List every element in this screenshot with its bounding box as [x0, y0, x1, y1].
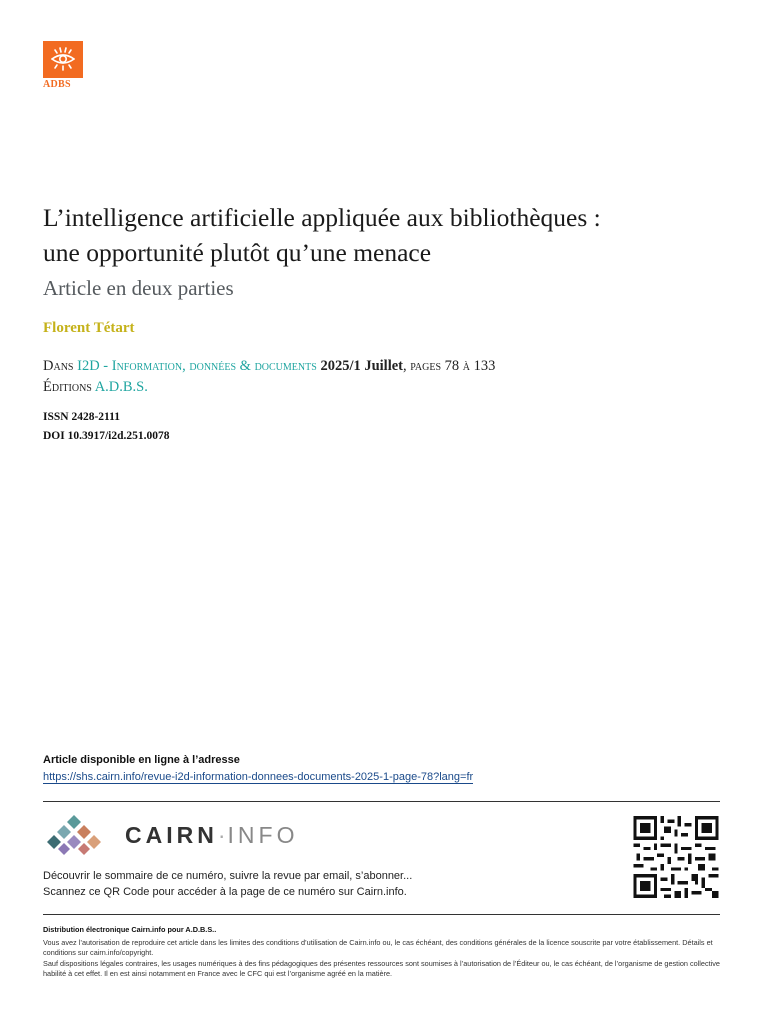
cairn-wordmark-b: INFO — [227, 821, 299, 848]
article-title-line2: une opportunité plutôt qu’une menace — [43, 238, 432, 267]
publisher-name: ADBS — [43, 79, 71, 90]
cairn-wordmark-dot: · — [217, 821, 228, 848]
article-subtitle: Article en deux parties — [43, 276, 234, 300]
promo-line2: Scannez ce QR Code pour accéder à la page de ce numéro sur Cairn.info. — [43, 886, 407, 898]
qr-code[interactable] — [633, 816, 719, 898]
editions-link[interactable]: A.D.B.S. — [94, 379, 148, 395]
availability-label: Article disponible en ligne à l’adresse — [43, 754, 240, 766]
distribution-head: Distribution électronique Cairn.info pour A.D.B.S.. — [43, 925, 217, 934]
publication-line-editions — [43, 377, 495, 398]
cairn-wordmark-a: CAIRN — [125, 821, 218, 848]
cairn-logo[interactable] — [43, 812, 298, 858]
article-url-link[interactable]: https://shs.cairn.info/revue-i2d-information-donnees-documents-2025-1-page-78?lang=fr — [43, 771, 474, 783]
publisher-logo — [43, 41, 83, 90]
promo-line1: Découvrir le sommaire de ce numéro, suivre la revue par email, s’abonner... — [43, 870, 413, 882]
distribution-notice — [43, 925, 723, 980]
article-title — [43, 200, 733, 270]
divider-top — [43, 801, 720, 802]
cairn-diamonds-icon — [43, 813, 109, 857]
author-link[interactable]: Florent Tétart — [43, 320, 135, 336]
doi: DOI 10.3917/i2d.251.0078 — [43, 430, 170, 442]
issn: ISSN 2428-2111 — [43, 411, 121, 423]
cairn-wordmark — [125, 822, 298, 849]
dans-label: Dans — [43, 358, 74, 374]
article-title-line1: L’intelligence artificielle appliquée aux bibliothèques : — [43, 203, 601, 232]
distribution-para1: Vous avez l’autorisation de reproduire cet article dans les limites des conditions d’utilisation de Cairn.info ou, le cas échéant, des conditions générales de la licence souscrite par votre établissement. Détails et conditions sur cairn.info/copyright. — [43, 937, 713, 957]
adbs-emblem-icon — [43, 41, 83, 78]
publication-info — [43, 356, 495, 398]
divider-bottom — [43, 914, 720, 915]
editions-label: Éditions — [43, 379, 92, 395]
identifiers — [43, 408, 170, 446]
distribution-para2: Sauf dispositions légales contraires, les usages numériques à des fins pédagogiques des présentes ressources sont soumises à l’autorisation de l’Éditeur ou, le cas échéant, de l’organisme de gestion collective habilité à cet effet. Il en est ainsi notamment en France avec le CFC qui est l’organisme agréé en la matière. — [43, 958, 720, 978]
pages-label: , pages 78 à 133 — [403, 358, 496, 374]
journal-link[interactable]: I2D - Information, données & documents — [77, 358, 317, 374]
issue-label: 2025/1 Juillet — [320, 358, 404, 374]
cairn-promo — [43, 868, 412, 900]
publication-line-journal — [43, 356, 495, 377]
availability — [43, 754, 473, 784]
